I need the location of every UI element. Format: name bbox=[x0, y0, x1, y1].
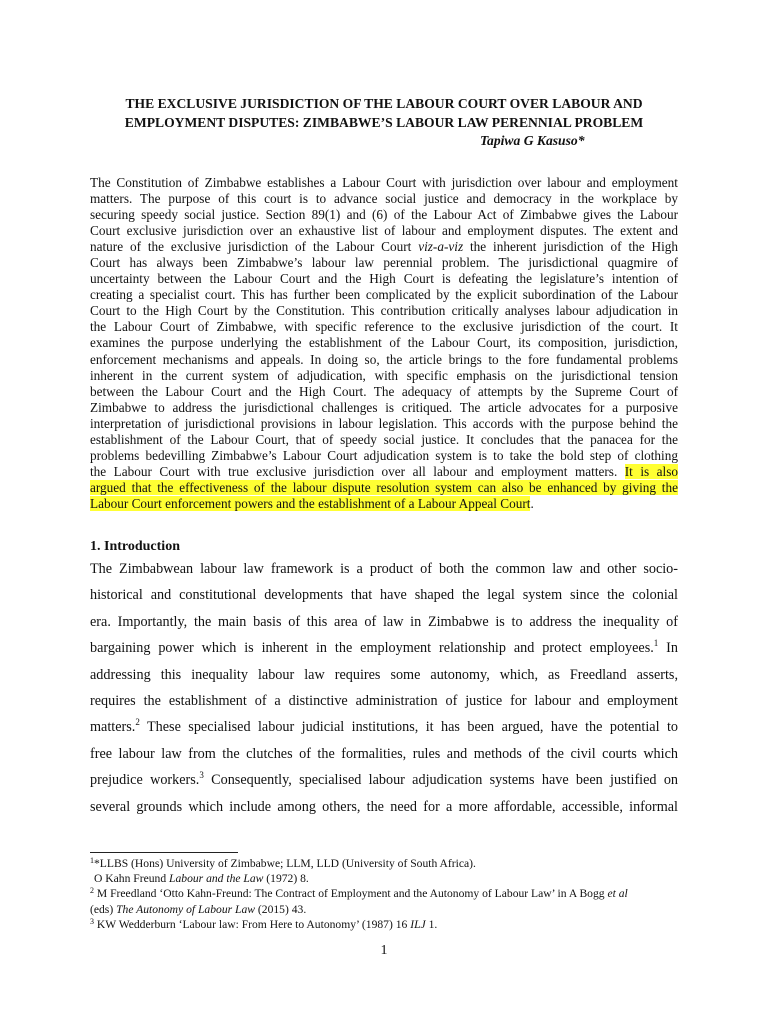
footnote-text: (eds) bbox=[90, 902, 117, 916]
section-heading: 1. Introduction bbox=[90, 539, 180, 554]
abstract-line bbox=[90, 464, 678, 480]
footnote-2 bbox=[90, 886, 680, 901]
footnote-mark: 2 bbox=[90, 886, 94, 896]
abstract-italic-term: viz-a-viz bbox=[418, 239, 464, 255]
body-line: historical and constitutional developments that have shaped the legal system since the colonial bbox=[90, 587, 678, 604]
footnote-1 bbox=[90, 856, 680, 871]
highlighted-text: It is also bbox=[624, 463, 679, 479]
abstract-line bbox=[90, 496, 678, 512]
abstract-line bbox=[90, 239, 678, 255]
abstract-text: nature of the exclusive jurisdiction of the Labour Court bbox=[90, 239, 412, 255]
highlighted-text: Labour Court enforcement powers and the establishment of a Labour Appeal Court bbox=[90, 495, 531, 511]
body-text: In bbox=[658, 640, 678, 657]
abstract-line: Court exclusive jurisdiction over an exhaustive list of labour and employment disputes. The extent and bbox=[90, 223, 678, 239]
footnote-3 bbox=[90, 917, 680, 932]
abstract-text: the Labour Court with true exclusive jurisdiction over all labour and employment matters. bbox=[90, 463, 618, 479]
abstract-line: Zimbabwe to address the jurisdictional challenges is critiqued. The article advocates for a purposive bbox=[90, 399, 678, 415]
paper-title bbox=[90, 94, 678, 132]
footnote-divider bbox=[90, 852, 238, 853]
highlighted-text: argued that the effectiveness of the labour dispute resolution system can also be enhanced by giving the bbox=[90, 479, 678, 495]
abstract-line: problems bedevilling Zimbabwe’s Labour Court adjudication system is to take the bold step of clothing bbox=[90, 447, 678, 463]
abstract-line bbox=[90, 480, 678, 496]
abstract-line: the Labour Court of Zimbabwe, with specific reference to the exclusive jurisdiction of the court. It bbox=[90, 319, 678, 335]
body-line bbox=[90, 714, 678, 740]
abstract-line: between the Labour Court and the High Court. The adequacy of attempts by the Supreme Court of bbox=[90, 383, 678, 399]
body-line: era. Importantly, the main basis of this area of law in Zimbabwe is to address the inequality of bbox=[90, 613, 678, 630]
body-line bbox=[90, 635, 678, 661]
body-line: The Zimbabwean labour law framework is a product of both the common law and other socio- bbox=[90, 561, 678, 577]
footnote-ref[interactable]: 3 bbox=[199, 770, 204, 781]
footnote-mark: 3 bbox=[90, 916, 94, 926]
body-text: These specialised labour judicial institutions, it has been argued, have the potential to bbox=[139, 719, 678, 736]
abstract-text: the inherent jurisdiction of the High bbox=[469, 239, 679, 255]
body-line bbox=[90, 767, 678, 793]
body-text: bargaining power which is inherent in the employment relationship and protect employees. bbox=[90, 640, 654, 657]
abstract-line: The Constitution of Zimbabwe establishes a Labour Court with jurisdiction over labour and employment bbox=[90, 175, 678, 190]
page-number: 1 bbox=[380, 943, 388, 958]
footnotes bbox=[90, 856, 680, 932]
abstract bbox=[90, 175, 678, 512]
footnote-text: (1972) 8. bbox=[263, 872, 309, 886]
title-line-2: EMPLOYMENT DISPUTES: ZIMBABWE’S LABOUR LAW PERENNIAL PROBLEM bbox=[124, 115, 644, 130]
body-text: prejudice workers. bbox=[90, 772, 200, 789]
body-line: several grounds which include among others, the need for a more affordable, accessible, informal bbox=[90, 798, 678, 815]
body-text: Consequently, specialised labour adjudication systems have been justified on bbox=[203, 772, 679, 789]
footnote-text: O Kahn Freund bbox=[94, 872, 170, 886]
abstract-line: enforcement mechanisms and appeals. In doing so, the article brings to the fore fundamental problems bbox=[90, 351, 678, 367]
introduction-body bbox=[90, 556, 678, 820]
abstract-line: securing speedy social justice. Section 89(1) and (6) of the Labour Act of Zimbabwe gives the Labour bbox=[90, 207, 678, 223]
abstract-line: interpretation of jurisdictional provisions in labour legislation. This accords with the purpose behind the bbox=[90, 415, 678, 431]
footnote-text: M Freedland ‘Otto Kahn-Freund: The Contract of Employment and the Autonomy of Labour Law’ in A Bogg bbox=[94, 887, 608, 901]
title-line-1: THE EXCLUSIVE JURISDICTION OF THE LABOUR COURT OVER LABOUR AND bbox=[125, 96, 643, 111]
footnote-mark: 1 bbox=[90, 856, 94, 865]
body-line: addressing this inequality labour law requires some autonomy, which, as Freedland asserts, bbox=[90, 666, 678, 683]
footnote-italic: Labour and the Law bbox=[169, 872, 264, 886]
abstract-line: uncertainty between the Labour Court and the High Court is defeating the legislature’s intention of bbox=[90, 271, 678, 287]
abstract-text: . bbox=[530, 495, 534, 511]
author-name: Tapiwa G Kasuso* bbox=[480, 133, 585, 148]
abstract-line: inherent in the current system of adjudication, with specific emphasis on the jurisdictional tension bbox=[90, 367, 678, 383]
abstract-line: matters. The purpose of this court is to advance social justice and democracy in the workplace by bbox=[90, 191, 678, 207]
abstract-line: Court has always been Zimbabwe’s labour law perennial problem. The jurisdictional quagmire of bbox=[90, 255, 678, 271]
body-text: matters. bbox=[90, 719, 136, 736]
footnote-italic: The Autonomy of Labour Law bbox=[116, 902, 256, 916]
abstract-line: establishment of the Labour Court, that of speedy social justice. It concludes that the panacea for the bbox=[90, 431, 678, 447]
footnote-text: 1. bbox=[425, 917, 438, 931]
body-line: requires the establishment of a distinctive administration of justice for labour and employment bbox=[90, 692, 678, 709]
footnote-1-continued bbox=[90, 871, 680, 886]
abstract-line: Court to the High Court by the Constitution. This contribution critically analyses labour adjudication in bbox=[90, 303, 678, 319]
footnote-text: KW Wedderburn ‘Labour law: From Here to Autonomy’ (1987) 16 bbox=[94, 917, 411, 931]
footnote-text: (2015) 43. bbox=[255, 902, 307, 916]
footnote-2-continued bbox=[90, 902, 680, 917]
abstract-line: creating a specialist court. This has further been complicated by the explicit subordination of the Labour bbox=[90, 287, 678, 303]
body-line: free labour law from the clutches of the formalities, rules and methods of the civil courts which bbox=[90, 745, 678, 762]
footnote-italic: et al bbox=[607, 887, 628, 901]
abstract-line: examines the purpose underlying the establishment of the Labour Court, its composition, jurisdiction, bbox=[90, 335, 678, 351]
footnote-ref[interactable]: 1 bbox=[653, 638, 659, 649]
footnote-ref[interactable]: 2 bbox=[135, 717, 140, 728]
footnote-text: *LLBS (Hons) University of Zimbabwe; LLM, LLD (University of South Africa). bbox=[94, 857, 476, 870]
footnote-italic: ILJ bbox=[410, 917, 426, 931]
